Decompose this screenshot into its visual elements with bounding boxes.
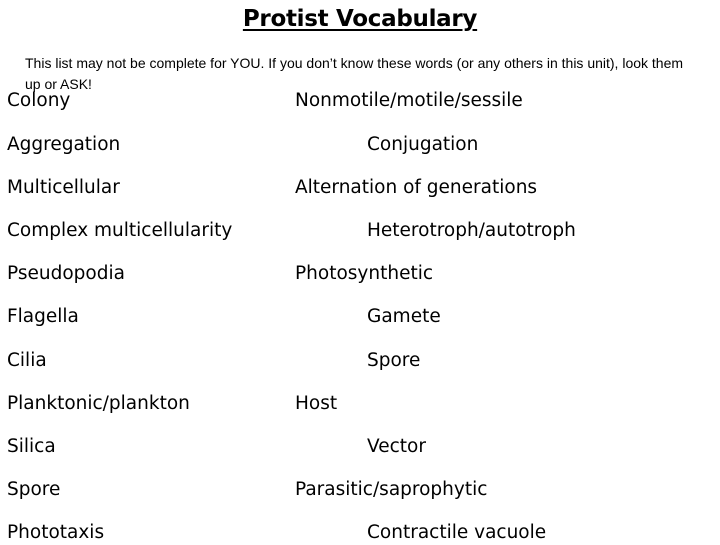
list-item: Pseudopodia [7,263,125,284]
list-item: Cilia [7,350,47,371]
list-item: Nonmotile/motile/sessile [295,90,523,111]
list-item: Gamete [367,306,441,327]
list-item: Colony [7,90,71,111]
list-item: Spore [367,350,421,371]
list-item: Spore [7,479,61,500]
list-item: Conjugation [367,134,479,155]
list-item: Multicellular [7,177,120,198]
list-item: Heterotroph/autotroph [367,220,576,241]
list-item: Photosynthetic [295,263,434,284]
list-item: Silica [7,436,56,457]
list-item: Flagella [7,306,79,327]
list-item: Parasitic/saprophytic [295,479,488,500]
list-item: Vector [367,436,426,457]
list-item: Alternation of generations [295,177,538,198]
list-item: Phototaxis [7,522,105,543]
list-item: Complex multicellularity [7,220,233,241]
list-item: Aggregation [7,134,121,155]
page-title: Protist Vocabulary [242,6,478,32]
intro-note: This list may not be complete for YOU. If you don’t know these words (or any others in this unit), look them up or ASK! [25,55,684,92]
list-item: Host [295,393,338,414]
list-item: Planktonic/plankton [7,393,190,414]
list-item: Contractile vacuole [367,522,547,543]
